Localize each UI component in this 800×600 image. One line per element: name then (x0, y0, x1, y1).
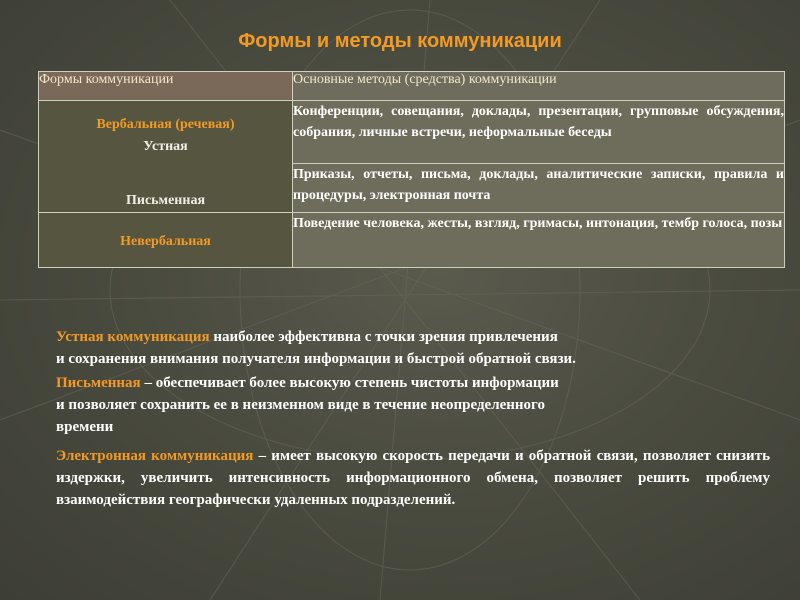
written-note-text-3: времени (56, 419, 114, 435)
written-label: Письменная (125, 193, 206, 208)
verbal-form-cell (39, 101, 293, 213)
nonverbal-form-cell (39, 213, 293, 268)
table-header-row (39, 72, 785, 101)
oral-note-text-2: и сохранения внимания получателя информации и быстрой обратной связи. (56, 351, 576, 367)
nonverbal-methods-cell: Поведение человека, жесты, взгляд, гримасы, интонация, тембр голоса, позы (293, 213, 785, 268)
written-methods-cell: Приказы, отчеты, письма, доклады, аналитические записки, правила и процедуры, электронная почта (293, 164, 785, 213)
table-row-oral (39, 101, 785, 164)
oral-note-term: Устная коммуникация (56, 329, 210, 345)
verbal-label: Вербальная (речевая) (96, 117, 235, 132)
oral-note (56, 326, 770, 370)
page-title: Формы и методы коммуникации (238, 30, 562, 52)
electronic-note-text: – имеет высокую скорость передачи и обратной связи, позволяет снизить издержки, увеличить интенсивность информационного обмена, позволяет решить проблему взаимодействия географически удаленных подразделений. (56, 448, 770, 508)
written-note (56, 372, 770, 438)
oral-label: Устная (143, 139, 188, 154)
electronic-note (56, 445, 770, 511)
oral-note-text-1: наиболее эффективна с точки зрения привлечения (209, 329, 558, 345)
written-note-term: Письменная (56, 375, 141, 391)
table-row-nonverbal (39, 213, 785, 268)
column-header-forms: Формы коммуникации (39, 72, 293, 101)
written-note-text-2: и позволяет сохранить ее в неизменном виде в течение неопределенного (56, 397, 545, 413)
forms-methods-table (38, 71, 785, 268)
oral-methods-cell: Конференции, совещания, доклады, презентации, групповые обсуждения, собрания, личные встречи, неформальные беседы (293, 101, 785, 164)
nonverbal-label: Невербальная (120, 234, 211, 249)
written-note-text-1: – обеспечивает более высокую степень чистоты информации (140, 375, 559, 391)
column-header-methods: Основные методы (средства) коммуникации (293, 72, 785, 101)
electronic-note-term: Электронная коммуникация (56, 448, 254, 464)
